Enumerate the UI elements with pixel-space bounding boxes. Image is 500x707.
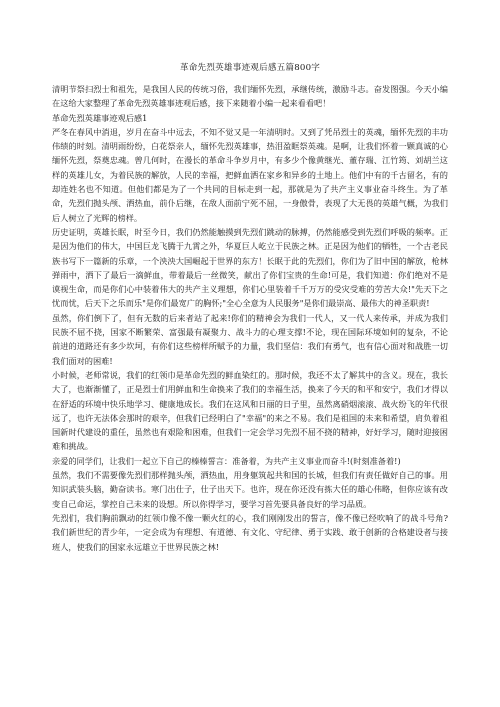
body-paragraph: 亲爱的同学们，让我们一起立下自己的榛榛誓言：准备着，为共产主义事业而奋斗!(时刻准备着!) <box>52 455 401 466</box>
body-paragraph: 历史证明，英雄长眠，时至今日，我们仍然能触摸到先烈们跳动的脉搏，仍然能感受到先烈们呼吸的频率。正是因为他们的伟大，中国巨龙飞腾于九霄之外，华夏巨人屹立于民族之林。正是因为他们的牺牲，一个古老民族书写下一篇新的乐章，一个泱泱大国崛起于世界的东方！长眠于此的先烈们，你们为了旧中国的解放，枪林弹雨中，洒下了最后一滴鲜血，带着最后一丝微笑，献出了你们宝贵的生命!可是，我们知道：你们绝对不是谟视生命，而是你们心中装着伟大的共产主义理想，你们心里装着千千万万的受灾受难的劳苦大众!"先天下之忧而忧，后天下之乐而乐"是你们最宽广的胸怀;"全心全意为人民服务"是你们最崇高、最伟大的神圣职责! <box>52 226 448 309</box>
body-paragraph: 虽然，我们不需要像先烈们那样抛头颅，洒热血，用身躯筑起共和国的长城，但我们有责任做好自己的事。用知识武装头脑，勤奋读书。寒门出仕子，仕子出天下。也许，现在你还没有拣大任的雄心伟略，但你应该有改变自己命运，掌控自己未来的设想。所以你得学习，要学习首先要具备良好的学习品质。 <box>52 470 448 509</box>
body-paragraph: 严冬在春风中消退，岁月在奋斗中远去，不知不觉又是一年清明时。又到了凭吊烈士的英魂，缅怀先烈的丰功伟绩的时刻。清明雨纷纷，白花祭亲人，缅怀先烈英雄事，热泪盈眶祭英魂。是啊，让我们怀着一颗真诚的心缅怀先烈，祭奠忠魂。曾几何时，在漫长的革命斗争岁月中，有多少个像黄继光、董存瑞、江竹筠、刘胡兰这样的英雄儿女，为着民族的解放，人民的幸福，把鲜血洒在家乡和异乡的土地上。他们中有的千古留名，有的却连姓名也不知道。但他们都是为了一个共同的目标走到一起，那就是为了共产主义事业奋斗终生。为了革命，先烈们抛头颅、洒热血，前仆后继，在敌人面前宁死不屈，一身傲骨，表现了大无畏的英雄气概，为我们后人树立了光辉的榜样。 <box>52 126 448 223</box>
body-paragraph: 先烈们，我们胸前飘动的红领巾像不像一颗火红的心，我们刚刚发出的誓言，像不像已经吹响了的战斗号角?我们新世纪的青少年，一定会成为有理想、有道德、有文化、守纪律、勇于实践、敢于创新的合格建设者与接班人，使我们的国家永远雄立于世界民族之林! <box>52 512 448 552</box>
section-heading: 革命先烈英雄事迹观后感1 <box>52 112 148 123</box>
document-body <box>52 82 448 554</box>
document-title: 革命先烈英雄事迹观后感五篇800字 <box>179 63 321 73</box>
body-paragraph: 虽然，你们倒下了，但有无数的后来者站了起来!你们的精神会为我们一代人，又一代人来传承，并成为我们民族不屈不挠，国家不断繁荣、富强最有凝聚力、战斗力的心理支撑!不论，现在国际环境如何的复杂，不论前进的道路还有多少坎坷，有你们这些榜样所赋予的力量，我们坚信：我们有勇气，也有信心面对和战胜一切我们面对的困难! <box>52 312 448 366</box>
intro-paragraph: 清明节祭扫烈士和祖先，是我国人民的传统习俗，我们缅怀先烈，承继传统，激励斗志。奋发图强。今天小编在这给大家整理了革命先烈英雄事迹观后感，接下来随着小编一起来看看吧！ <box>52 84 448 109</box>
body-paragraph: 小时候，老师常说，我们的红领巾是革命先烈的鲜血染红的。那时候，我还不太了解其中的含义。现在，我长大了，也渐渐懂了，正是烈士们用鲜血和生命换来了我们的幸福生活，换来了今天的和平和安宁，我们才得以在舒适的环境中快乐地学习、健康地成长。我们在这风和日丽的日子里，虽然离硝烟滚滚、战火纷飞的年代很远了，也许无法体会那时的艰辛，但我们已经明白了"幸福"的来之不易。我们是祖国的未来和希望，肩负着祖国新时代建设的重任，虽然也有艰险和困难，但我们一定会学习先烈不屈不挠的精神，好好学习，随时迎接困难和挑战。 <box>52 369 448 452</box>
